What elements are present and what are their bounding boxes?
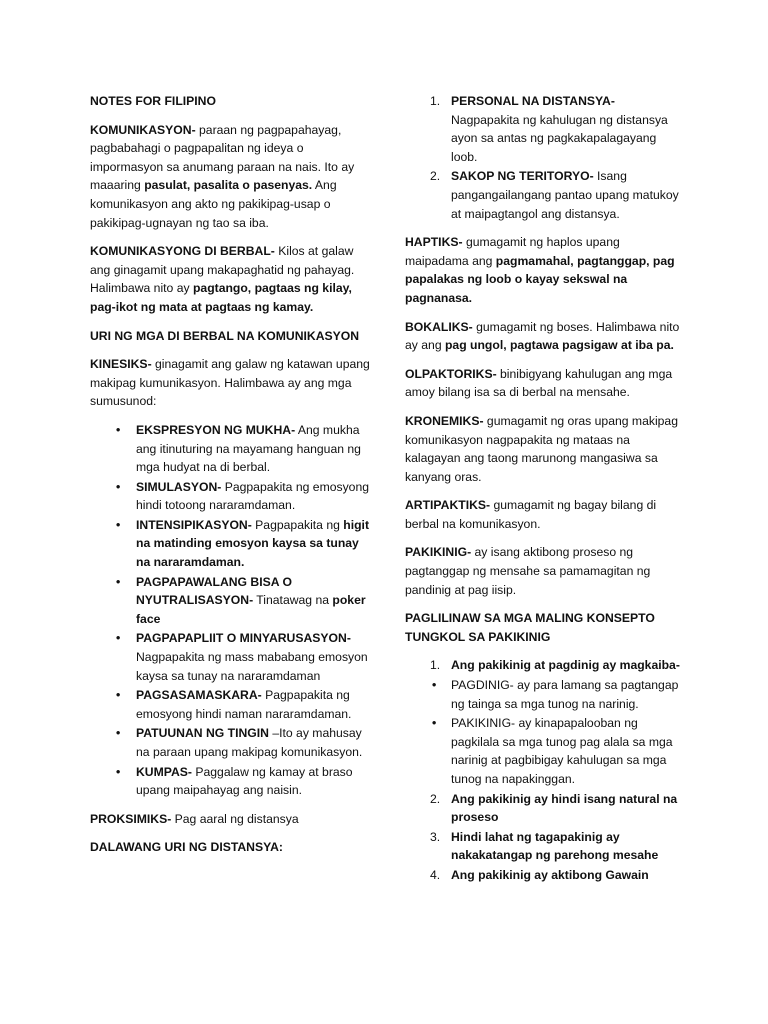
distansya-list	[405, 92, 680, 223]
list-item: • PAGPAPAPLIIT O MINYARUSASYON- Nagpapakita ng mass mababang emosyon kaysa sa tunay na nararamdaman	[90, 629, 374, 685]
heading-paglilinaw: PAGLILINAW SA MGA MALING KONSEPTO TUNGKOL SA PAKIKINIG	[405, 611, 655, 644]
heading-uri: URI NG MGA DI BERBAL NA KOMUNIKASYON	[90, 328, 360, 343]
list-item: • PAGSASAMASKARA- Pagpapakita ng emosyong hindi naman nararamdaman.	[90, 686, 374, 723]
list-item: 4. Ang pakikinig ay aktibong Gawain	[430, 867, 649, 882]
list-item: • INTENSIPIKASYON- Pagpapakita ng higit na matinding emosyon kaysa sa tunay na nararamdaman.	[90, 516, 374, 572]
paragraph-pakikinig: PAKIKINIG- ay isang aktibong proseso ng pagtanggap ng mensahe sa pamamagitan ng pandinig at pag iisip.	[405, 545, 651, 597]
list-item: 2. SAKOP NG TERITORYO- Isang pangangailangang pantao upang matukoy at maipagtangol ang distansya.	[430, 169, 679, 221]
list-item: • PAGDINIG- ay para lamang sa pagtangap ng tainga sa mga tunog na narinig.	[432, 678, 679, 711]
page-title: NOTES FOR FILIPINO	[90, 94, 216, 108]
paragraph-artipaktiks: ARTIPAKTIKS- gumagamit ng bagay bilang di berbal na komunikasyon.	[405, 498, 657, 531]
paragraph-bokaliks: BOKALIKS- gumagamit ng boses. Halimbawa nito ay ang pag ungol, pagtawa pagsigaw at iba pa.	[405, 319, 680, 353]
paragraph-komunikasyon: KOMUNIKASYON- paraan ng pagpapahayag, pagbabahagi o pagpapalitan ng ideya o impormasyon sa anumang paraan na nais. Ito ay maaaring pasulat, pasalita o pasenyas. Ang komunikasyon ang akto ng pakikipag-usap o pakikipag-ugnayan ng tao sa iba.	[90, 122, 355, 230]
list-item: • PATUUNAN NG TINGIN –Ito ay mahusay na paraan upang makipag komunikasyon.	[90, 724, 374, 761]
list-item: • PAKIKINIG- ay kinapapalooban ng pagkilala sa mga tunog pag alala sa mga narinig at pagbibigay kahulugan sa mga tunog na napakinggan.	[432, 716, 673, 786]
list-item: 2. Ang pakikinig ay hindi isang natural na proseso	[430, 791, 678, 825]
list-item: • EKSPRESYON NG MUKHA- Ang mukha ang itinuturing na mayamang hanguan ng mga hudyat na di berbal.	[90, 421, 374, 477]
list-item: 1. PERSONAL NA DISTANSYA- Nagpapakita ng kahulugan ng distansya ayon sa antas ng pagkakapalagayang loob.	[430, 94, 668, 164]
right-column	[405, 92, 680, 895]
paragraph-haptiks: HAPTIKS- gumagamit ng haplos upang maipadama ang pagmamahal, pagtanggap, pag papalakas ng loob o kayay sekswal na pagnanasa.	[405, 235, 675, 305]
heading-dalawang-uri: DALAWANG URI NG DISTANSYA:	[90, 840, 283, 855]
list-item: • SIMULASYON- Pagpapakita ng emosyong hindi totoong nararamdaman.	[90, 478, 374, 515]
konsepto-list	[405, 656, 680, 884]
kinesiks-list	[90, 421, 374, 800]
left-column	[90, 92, 374, 867]
list-item: • KUMPAS- Paggalaw ng kamay at braso upang maipahayag ang naisin.	[90, 763, 374, 800]
paragraph-kinesiks: KINESIKS- ginagamit ang galaw ng katawan upang makipag kumunikasyon. Halimbawa ay ang mga sumusunod:	[90, 357, 370, 409]
paragraph-olpaktoriks: OLPAKTORIKS- binibigyang kahulugan ang mga amoy bilang isa sa di berbal na mensahe.	[405, 366, 673, 400]
paragraph-proksimiks: PROKSIMIKS- Pag aaral ng distansya	[90, 811, 299, 826]
paragraph-di-berbal: KOMUNIKASYONG DI BERBAL- Kilos at galaw ang ginagamit upang makapaghatid ng pahayag. Halimbawa nito ay pagtango, pagtaas ng kilay, pag-ikot ng mata at pagtaas ng kamay.	[90, 244, 355, 314]
list-item: • PAGPAPAWALANG BISA O NYUTRALISASYON- Tinatawag na poker face	[90, 573, 374, 629]
list-item: 3. Hindi lahat ng tagapakinig ay nakakatangap ng parehong mesahe	[430, 829, 659, 863]
paragraph-kronemiks: KRONEMIKS- gumagamit ng oras upang makipag komunikasyon nagpapakita ng mataas na kalagayan ang taong marunong mangasiwa sa kanyang oras.	[405, 413, 678, 484]
list-item: 1. Ang pakikinig at pagdinig ay magkaiba-	[430, 658, 680, 673]
